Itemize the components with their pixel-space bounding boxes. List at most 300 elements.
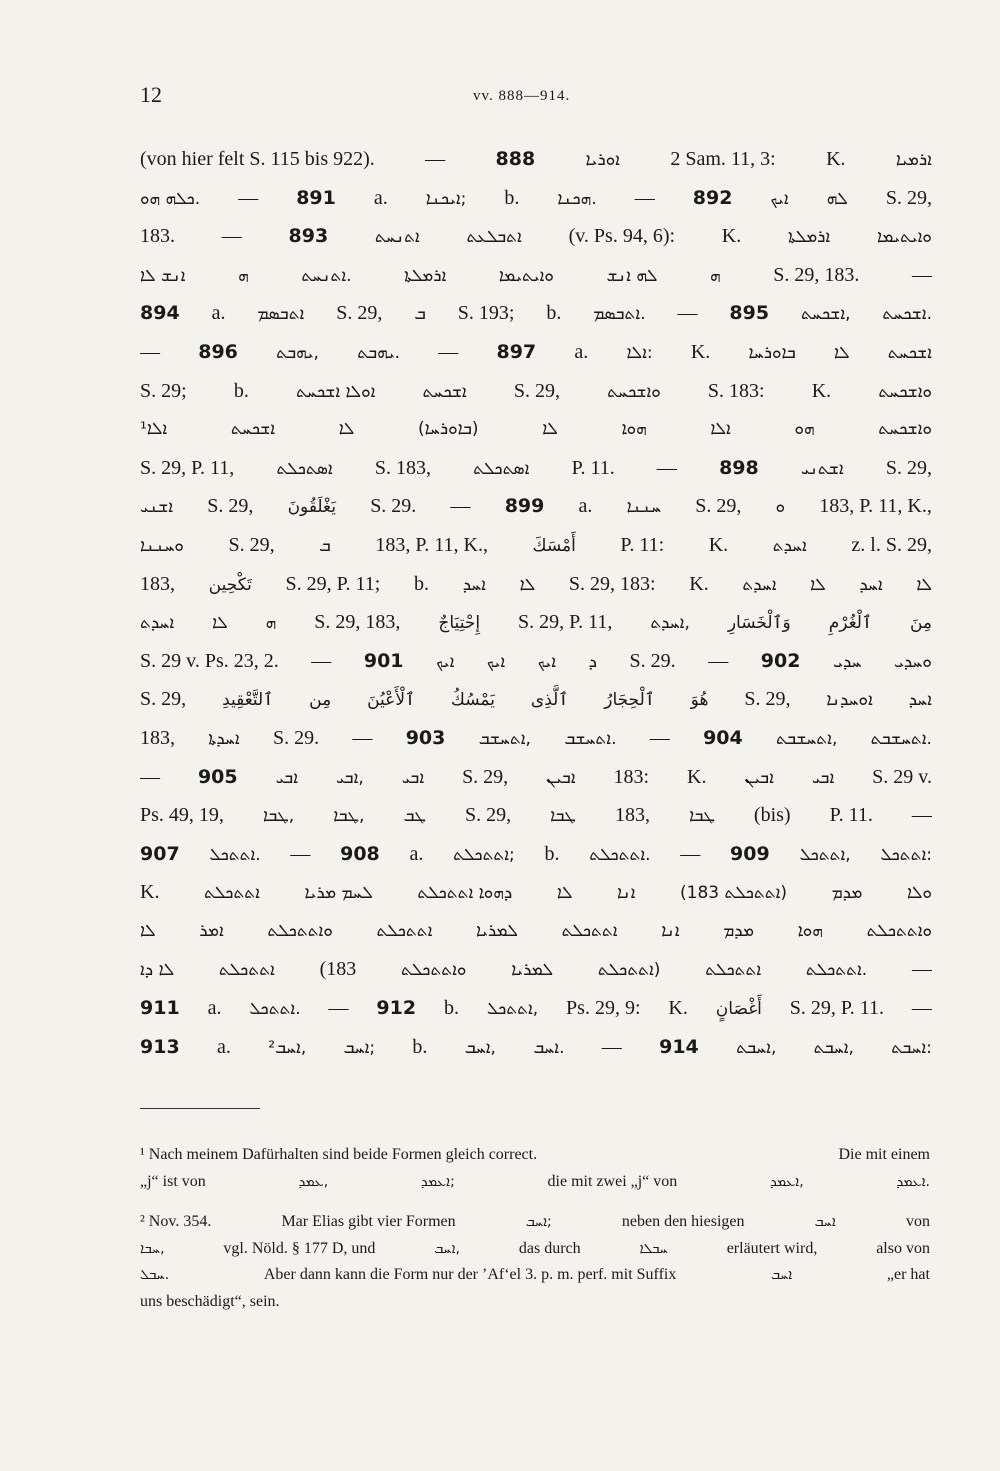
- text-segment: ܐܫܟܚܬ: [422, 381, 467, 402]
- text-segment: K.: [668, 997, 688, 1020]
- text-segment: ܕ: [588, 651, 597, 672]
- text-segment: S. 29, 183.: [773, 263, 860, 286]
- text-segment: S. 29.: [370, 495, 417, 518]
- text-segment: —: [677, 302, 698, 325]
- text-segment: أَمْسَكَ: [532, 535, 576, 556]
- text-segment: —: [649, 726, 670, 749]
- text-segment: K.: [826, 148, 846, 170]
- text-segment: يَمْسُكُ: [450, 690, 495, 711]
- text-segment: ܠܐ ܕܐ: [140, 960, 175, 981]
- text-segment: —: [656, 456, 677, 479]
- text-segment: 903: [405, 726, 446, 749]
- text-segment: a.: [409, 842, 424, 865]
- text-segment: ܗܘܐ: [621, 419, 647, 440]
- footnote-segment: also von: [876, 1239, 930, 1257]
- footnote-segment: das durch: [518, 1239, 581, 1257]
- footnote-segment: Aber dann kann die Form nur der ’Af‘el 3. p. m. perf. mit Suffix: [263, 1266, 677, 1283]
- text-segment: S. 29,: [885, 456, 932, 479]
- footnote-rule: [140, 1108, 260, 1109]
- text-segment: ܐܬܬܟܠ.: [249, 999, 301, 1020]
- text-segment: S. 183,: [374, 456, 431, 479]
- text-segment: ܐܫܟܚܬ: [230, 419, 276, 440]
- text-segment: b.: [412, 1035, 428, 1058]
- text-segment: 183.: [140, 225, 175, 248]
- text-segment: ܠܐ: [212, 613, 228, 634]
- footnote-segment: uns beschädigt“, sein.: [140, 1292, 280, 1310]
- text-line: [140, 719, 932, 758]
- text-segment: ٱلْأَعْيُنَ: [367, 690, 415, 711]
- text-segment: ܐܬܚܫܒ,: [478, 728, 531, 749]
- text-segment: ܘܐܬܬܟܠܬ: [401, 960, 467, 981]
- text-segment: ܐܪܡܠܬܐ: [404, 265, 447, 286]
- text-segment: ܐܝܟ: [436, 651, 455, 672]
- text-segment: —: [425, 148, 446, 170]
- text-segment: ܠܐ: [140, 920, 156, 941]
- text-segment: S. 29,: [462, 765, 509, 788]
- text-segment: ܐܝܟ: [486, 651, 506, 672]
- text-segment: 905: [197, 765, 238, 788]
- text-segment: 888: [495, 148, 536, 170]
- text-line: [140, 179, 932, 218]
- text-segment: ܐܬܢܚܬ: [374, 227, 420, 248]
- footnote-segment: ܥܡܕ,: [298, 1173, 329, 1190]
- text-segment: —: [328, 997, 349, 1020]
- text-segment: 914: [659, 1035, 699, 1058]
- text-segment: 183, P. 11, K.,: [819, 495, 932, 518]
- text-segment: ܐܬܬܟܠܬ: [204, 883, 260, 904]
- text-segment: ܐܢܐ: [661, 920, 680, 941]
- footnote-segment: von: [906, 1213, 930, 1230]
- footnote-line: [140, 1262, 930, 1289]
- footnote-segment: ܚܒܠܐ: [639, 1240, 668, 1257]
- text-segment: ܐܚܕܬ: [772, 535, 807, 556]
- text-segment: ܐܬܬܟܠܬ: [218, 960, 275, 981]
- text-segment: P. 11:: [620, 533, 665, 556]
- text-segment: ܐܚܒܬ,: [813, 1037, 854, 1058]
- text-segment: ܐܚܕܬ: [742, 574, 777, 595]
- footnote-line: [140, 1142, 930, 1169]
- text-segment: 909: [730, 842, 770, 865]
- text-segment: ܛܒܐ,: [262, 806, 295, 827]
- text-segment: ܐܘܪܝܐ: [585, 150, 620, 170]
- text-segment: 891: [296, 186, 336, 209]
- text-segment: b.: [504, 186, 520, 209]
- footnote-segment: ¹ Nach meinem Dafürhalten sind beide Formen gleich correct.: [140, 1146, 538, 1163]
- text-segment: 898: [719, 456, 759, 479]
- text-segment: S. 29,: [228, 533, 275, 556]
- text-segment: ܐܢܫ ܠܐ: [140, 265, 186, 286]
- text-segment: وَٱلْخَسَارِ: [727, 613, 791, 634]
- footnote: [140, 1209, 930, 1315]
- page-header: [140, 82, 930, 112]
- text-segment: ܚܢܢܐ: [626, 497, 662, 518]
- text-segment: ܒ: [414, 304, 426, 325]
- text-segment: ܐܝܟ: [770, 188, 789, 209]
- text-segment: ܠܐ: [833, 342, 850, 363]
- text-segment: P. 11.: [571, 456, 615, 479]
- text-segment: K.: [811, 379, 832, 402]
- text-segment: S. 29, P. 11,: [518, 611, 613, 634]
- text-segment: ܕܗܘܐ ܐܬܬܟܠܬ: [417, 883, 513, 904]
- footnote-segment: erläutert wird,: [726, 1239, 818, 1257]
- text-segment: ܗܘ: [794, 419, 815, 440]
- text-segment: —: [311, 649, 332, 672]
- text-segment: b.: [546, 302, 562, 325]
- text-segment: a.: [207, 997, 222, 1020]
- footnote-segment: ܐܥܡܕ,: [770, 1173, 804, 1190]
- text-segment: ܒ: [319, 535, 331, 556]
- text-line: [140, 1028, 932, 1067]
- text-segment: ܗܘܐ: [797, 920, 823, 941]
- text-segment: ܐܘܠܐ ܐܫܟܚܬ: [295, 381, 376, 402]
- commentary-body: [140, 140, 932, 1066]
- text-segment: ܘܐܫܟܚܬ: [607, 381, 661, 402]
- text-segment: z. l. S. 29,: [851, 533, 932, 556]
- text-segment: K.: [690, 340, 711, 363]
- text-segment: ܘܐܝܬܝܡܐ: [498, 265, 554, 286]
- text-line: [140, 294, 932, 333]
- text-segment: S. 183:: [707, 379, 765, 402]
- text-segment: a.: [574, 340, 589, 363]
- footnote-segment: die mit zwei „j“ von: [547, 1172, 678, 1190]
- text-segment: هُوَ: [690, 690, 709, 711]
- text-line: [140, 410, 932, 449]
- text-segment: ܐܚܕܬ,: [650, 613, 690, 634]
- text-segment: S. 193;: [457, 302, 515, 325]
- text-segment: ܘܐܫܟܚܬ: [878, 419, 932, 440]
- text-segment: ܐܚܕ: [908, 690, 932, 711]
- text-segment: ܐܒܝܢ: [546, 767, 576, 788]
- text-segment: ܐܘܚܕܢܐ: [826, 690, 873, 711]
- text-segment: K.: [140, 881, 160, 904]
- text-segment: ܐܬܒܣܡ.: [593, 304, 646, 325]
- text-segment: S. 29, P. 11,: [140, 456, 235, 479]
- footnote-segment: ܐܥܡܕ.: [896, 1173, 930, 1190]
- text-segment: ܝܗܒܬ,: [276, 342, 319, 363]
- text-segment: ܐܬܬܟܠܬ): [597, 960, 661, 981]
- text-segment: —: [601, 1035, 622, 1058]
- text-segment: —: [911, 804, 932, 827]
- text-segment: S. 29,: [140, 688, 187, 711]
- page-number: 12: [140, 82, 162, 107]
- text-segment: S. 29 v.: [872, 765, 932, 788]
- text-segment: S. 29.: [629, 649, 676, 672]
- text-line: [140, 796, 932, 835]
- text-segment: ܗ: [238, 265, 249, 286]
- text-segment: ܛܒܐ: [689, 806, 715, 827]
- text-segment: ܠܐ: [542, 419, 558, 440]
- text-segment: —: [140, 765, 160, 788]
- text-segment: ܐܫܟܚܬ: [887, 342, 932, 363]
- text-segment: ܘ: [775, 497, 786, 518]
- text-segment: ܐܫܟܚܬ,: [800, 304, 851, 325]
- footnote-segment: ܐܚܒ;: [525, 1214, 552, 1230]
- text-segment: ܘܐܬܬܟܠܬ: [866, 920, 932, 941]
- text-segment: —: [911, 958, 932, 981]
- text-segment: —: [450, 495, 471, 518]
- text-segment: 896: [198, 340, 238, 363]
- text-segment: —: [290, 842, 311, 865]
- text-segment: 893: [288, 225, 329, 248]
- text-segment: S. 29,: [695, 495, 742, 518]
- text-line: [140, 603, 932, 642]
- text-segment: ܟܠܗ ܗܘ.: [140, 188, 201, 209]
- text-segment: ܘܐܫܟܚܬ: [878, 381, 932, 402]
- text-line: [140, 526, 932, 565]
- text-segment: a.: [373, 186, 388, 209]
- text-line: [140, 873, 932, 912]
- text-segment: S. 29, 183:: [568, 572, 656, 595]
- text-segment: —: [238, 186, 259, 209]
- text-segment: K.: [721, 225, 742, 248]
- text-line: [140, 680, 932, 719]
- text-line: [140, 487, 932, 526]
- text-segment: 913: [140, 1035, 180, 1058]
- text-segment: —: [438, 340, 459, 363]
- text-line: [140, 912, 932, 951]
- text-segment: ܐܚܕ: [859, 574, 883, 595]
- text-line: [140, 217, 932, 256]
- text-segment: P. 11.: [829, 804, 873, 827]
- text-segment: ܐܚܕܬ: [140, 613, 175, 634]
- text-segment: ܐܬܬܟܠܬ: [376, 920, 433, 941]
- text-segment: ܘܚܢܢܐ: [140, 535, 184, 556]
- text-segment: ܐܚܒܬ,: [736, 1037, 777, 1058]
- text-segment: ܠܐ: [519, 574, 536, 595]
- text-segment: ٱلْغُرْمِ: [828, 613, 872, 634]
- text-segment: ܐܝܟ: [537, 651, 557, 672]
- text-segment: ܠܡܪܝܐ: [511, 960, 554, 981]
- text-segment: ܐܣܬܟܠܬ: [473, 458, 530, 479]
- text-segment: ܠܗ ܐܢܫ: [606, 265, 658, 286]
- text-segment: S. 29, P. 11;: [285, 572, 381, 595]
- text-segment: ܐܒܝ,: [335, 767, 364, 788]
- text-segment: ٱلَّذِى: [530, 690, 569, 711]
- text-line: [140, 140, 932, 179]
- text-segment: b.: [544, 842, 560, 865]
- text-segment: (bis): [753, 804, 791, 827]
- text-segment: ܐܚܒܬ:: [891, 1037, 932, 1058]
- text-segment: ܡܕܡ: [723, 920, 755, 941]
- text-segment: S. 29.: [272, 726, 320, 749]
- text-segment: أَغْصَانٍ: [715, 999, 762, 1020]
- text-segment: ܐܡܪ: [199, 920, 224, 941]
- text-segment: 902: [760, 649, 801, 672]
- text-segment: —: [911, 997, 932, 1020]
- text-segment: إِحْتِيَاجٌ: [438, 613, 481, 634]
- text-line: [140, 835, 932, 874]
- text-segment: —: [708, 649, 729, 672]
- text-segment: 901: [363, 649, 404, 672]
- text-segment: ܐܬܬܟܠ.: [209, 844, 261, 865]
- text-segment: تَكْحِين: [208, 574, 252, 595]
- text-segment: K.: [687, 765, 707, 788]
- footnote-segment: ܐܚܒ: [814, 1214, 836, 1230]
- text-segment: ܠܡܪܝܐ: [476, 920, 518, 941]
- text-segment: S. 29, 183,: [314, 611, 401, 634]
- text-segment: ܐܒܝ: [811, 767, 835, 788]
- text-segment: S. 29,: [464, 804, 512, 827]
- text-segment: ¹ܐܠܐ: [140, 419, 168, 440]
- text-segment: a.: [578, 495, 593, 518]
- text-segment: ܐܬܚܫܒܬ,: [776, 728, 838, 749]
- text-segment: 899: [504, 495, 545, 518]
- text-segment: ܐܫܬܢܝ: [800, 458, 844, 479]
- text-segment: ܐܒܝ: [401, 767, 425, 788]
- text-segment: ܐܣܬܟܠܬ: [276, 458, 333, 479]
- text-segment: S. 29,: [513, 379, 560, 402]
- text-segment: S. 29,: [336, 302, 383, 325]
- text-segment: ܠܐ: [810, 574, 826, 595]
- text-segment: ܐܚܒ,: [464, 1037, 496, 1058]
- footnote-segment: ܐܥܡܕ;: [420, 1173, 455, 1190]
- text-line: [140, 989, 932, 1028]
- text-line: [140, 950, 932, 989]
- footnote-segment: ܐܚܒ,: [434, 1240, 460, 1257]
- text-line: [140, 449, 932, 488]
- text-segment: ܠܐ: [916, 574, 932, 595]
- text-segment: a.: [216, 1035, 231, 1058]
- text-segment: ܐܪܡܝܐ: [895, 150, 932, 170]
- text-segment: ܘܚܕܝ: [893, 651, 932, 672]
- text-segment: ܛܒ: [403, 806, 426, 827]
- text-segment: يَغْلَقُونَ: [287, 497, 336, 518]
- footnote-segment: ܐܚܒ: [770, 1267, 793, 1283]
- text-segment: 904: [703, 726, 743, 749]
- footnote-line: [140, 1169, 930, 1196]
- text-segment: b.: [444, 997, 459, 1020]
- text-segment: 912: [376, 997, 417, 1020]
- text-segment: ܐܬܬܟܠܬ;: [453, 844, 515, 865]
- text-segment: 183,: [140, 726, 175, 749]
- text-segment: —: [140, 340, 160, 363]
- text-segment: ٱلتَّعْقِيدِ: [222, 690, 274, 711]
- text-segment: 895: [729, 302, 770, 325]
- text-segment: ܐܠܐ:: [626, 342, 653, 363]
- text-segment: S. 29,: [207, 495, 254, 518]
- text-segment: —: [221, 225, 242, 248]
- text-segment: (183: [319, 958, 357, 981]
- text-segment: (von hier felt S. 115 bis 922).: [140, 148, 375, 170]
- text-segment: 2 Sam. 11, 3:: [670, 148, 776, 170]
- text-segment: ܐܬܬܟܠ,: [799, 844, 851, 865]
- text-segment: —: [352, 726, 373, 749]
- footnote-segment: ܚܒܠ.: [140, 1267, 170, 1283]
- text-segment: S. 29 v. Ps. 23, 2.: [140, 649, 279, 672]
- text-segment: ܠܐ: [338, 419, 355, 440]
- text-segment: ܐܝܟܢܐ;: [425, 188, 467, 209]
- footnote-line: [140, 1236, 930, 1263]
- text-segment: ܐܚܕܬܐ: [208, 728, 240, 749]
- text-segment: 894: [140, 302, 180, 325]
- footnote-line: [140, 1209, 930, 1236]
- text-segment: ܚܕܝ: [833, 651, 862, 672]
- text-segment: ܐܚܒ²,: [268, 1037, 307, 1058]
- text-segment: ܠܐ: [556, 883, 573, 904]
- text-segment: ܐܚܕ: [462, 574, 486, 595]
- text-segment: 183,: [615, 804, 651, 827]
- text-segment: ܐܬܒܠܥܬ: [466, 227, 522, 248]
- text-segment: ܐܬܚܫܒ.: [564, 728, 617, 749]
- text-segment: —: [680, 842, 701, 865]
- text-segment: ܒܐܘܪܚܐ: [748, 342, 796, 363]
- text-segment: ܐܬܬܟܠܬ.: [805, 960, 868, 981]
- text-segment: Ps. 49, 19,: [140, 804, 224, 827]
- text-line: [140, 565, 932, 604]
- text-segment: K.: [708, 533, 729, 556]
- text-segment: S. 29, P. 11.: [789, 997, 885, 1020]
- text-segment: ܐܒܝ: [275, 767, 298, 788]
- text-segment: ܐܬܢܚܬ.: [301, 265, 352, 286]
- text-segment: —: [634, 186, 655, 209]
- text-segment: S. 29,: [744, 688, 791, 711]
- text-segment: 183, P. 11, K.,: [375, 533, 488, 556]
- text-segment: K.: [689, 572, 709, 595]
- footnote-segment: Mar Elias gibt vier Formen: [281, 1213, 456, 1230]
- text-segment: (ܒܐܘܪܚܐ): [418, 419, 479, 440]
- text-segment: ܘܐܝܬܝܡܐ: [876, 227, 932, 248]
- text-segment: مِن: [309, 690, 332, 711]
- text-segment: (v. Ps. 94, 6):: [568, 225, 676, 248]
- running-title: vv. 888—914.: [473, 88, 571, 104]
- text-segment: ܐܠܐ: [710, 419, 731, 440]
- text-segment: S. 29;: [140, 379, 187, 402]
- text-segment: Ps. 29, 9:: [566, 997, 641, 1020]
- text-segment: 892: [692, 186, 733, 209]
- text-segment: ܐܫܢܝ: [140, 497, 174, 518]
- text-segment: 908: [340, 842, 380, 865]
- text-segment: ܠܗ: [826, 188, 848, 209]
- text-segment: ٱلْحِجَارُ: [604, 690, 655, 711]
- footnote-segment: ² Nov. 354.: [140, 1213, 212, 1230]
- footnote-segment: vgl. Nöld. § 177 D, und: [223, 1239, 376, 1257]
- footnote: [140, 1142, 930, 1195]
- text-segment: ܐܢܐ: [617, 883, 636, 904]
- text-segment: ܐܚܒ.: [533, 1037, 565, 1058]
- text-segment: ܗ: [265, 613, 277, 634]
- footnote-segment: ܚܒܐ,: [140, 1240, 165, 1257]
- footnote-segment: „j“ ist von: [140, 1172, 206, 1190]
- footnotes: [140, 1142, 930, 1315]
- text-segment: ܘܐܬܬܟܠܬ: [267, 920, 333, 941]
- text-line: [140, 642, 932, 681]
- text-segment: 183:: [613, 765, 650, 788]
- footnote-segment: Die mit einem: [838, 1146, 930, 1163]
- text-segment: مِنَ: [909, 613, 932, 634]
- text-segment: S. 29,: [885, 186, 932, 209]
- text-segment: ܐܚܒ;: [343, 1037, 376, 1058]
- text-segment: ܐܬܬܟܠ,: [486, 999, 539, 1020]
- text-segment: 897: [496, 340, 537, 363]
- text-segment: ܛܒܐ,: [333, 806, 365, 827]
- text-segment: b.: [414, 572, 430, 595]
- text-segment: (ܐܬܬܟܠܬ 183): [680, 883, 788, 904]
- text-line: [140, 333, 932, 372]
- footnote-line: [140, 1289, 930, 1316]
- text-line: [140, 256, 932, 295]
- text-segment: 183,: [140, 572, 175, 595]
- text-segment: ܐܫܟܚܬ.: [882, 304, 932, 325]
- text-segment: ܡܕܡ: [831, 883, 863, 904]
- text-segment: ܐܬܬܟܠܬ: [705, 960, 762, 981]
- text-segment: ܝܗܒܬ.: [357, 342, 400, 363]
- text-segment: —: [912, 263, 932, 286]
- text-segment: ܐܒܝܢ: [744, 767, 774, 788]
- text-segment: ܐܬܒܣܡ: [257, 304, 305, 325]
- text-segment: ܐܪܡܠܬܐ: [788, 227, 831, 248]
- text-segment: ܘܠܐ: [906, 883, 932, 904]
- footnote-segment: neben den hiesigen: [621, 1213, 745, 1230]
